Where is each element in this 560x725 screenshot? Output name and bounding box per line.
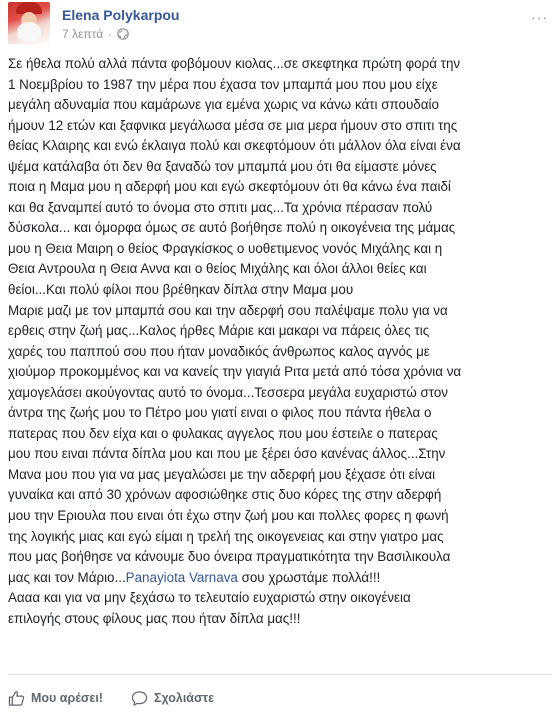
post-text-segment: χαμογελάσει ακούγοντας αυτό το όνομα...Τεσσερα μεγάλα ευχαριστώ στον [8,384,448,400]
post-text-line [8,218,556,239]
post-text-line [8,259,556,280]
separator-dot: · [108,27,113,41]
post-text-segment: μου την Εριουλα που ειναι ότι έχω στην ζωή μου και πολλες φορες η φωνή [8,508,449,524]
post-text-line [8,609,556,630]
post-text-line [8,465,556,486]
post-text-line [8,157,556,178]
post-text-segment: μας και τον Μάριο... [8,569,126,585]
thumbs-up-icon [8,690,25,707]
post-text-line [8,527,556,548]
like-button[interactable] [8,690,103,707]
post-actions [8,680,242,716]
post-text-segment: χιούμορ προκομμένος και να κανείς την γιαγιά Ριτα μετά από τόσα χρόνια να [8,364,462,380]
post-text-line [8,547,556,568]
post-text-line [8,383,556,404]
post-text-segment: πατερας που δεν είχα και ο φυλακας αγγελος που μου έστειλε ο πατερας [8,425,438,441]
post-text-line [8,95,556,116]
post-text-segment: Σε ήθελα πολύ αλλά πάντα φοβόμουν κιολας...σε σκεφτηκα πρώτη φορά την [8,56,461,71]
post-text-line [8,136,556,157]
post-text-segment: που μας βοήθησε να κάνουμε δυο όνειρα πραγματικότητα την Βασιλικουλα [8,549,451,565]
post-text-line [8,588,556,609]
post-text-line [8,116,556,137]
post-text-segment: 1 Νοεμβρίου το 1987 την μέρα που έχασα τον μπαμπά μου που μου είχε [8,76,438,92]
comment-label: Σχολιάστε [153,691,215,705]
post-text-segment: χαρές του παππού σου που ήταν μοναδικός άνθρωπος καλος αγνός με [8,343,430,359]
post-text-segment: θείοι...Και πολύ φίλοι που βρέθηκαν δίπλα στην Μαμα μου [8,282,354,298]
post-text-segment: της λογικής μιας και εγώ είμαι η τρελή της οικογενειας και στην γιατρο μας [8,528,444,544]
tagged-user-link[interactable]: Panayiota Varnava [125,569,238,585]
post-text-segment: επιλογής στους φίλους μας που ήταν δίπλα μας!!! [8,610,301,626]
author-avatar[interactable] [8,2,50,44]
post-text-segment: Θεια Αντρουλα η Θεια Αννα και ο θείος Μιχάλης και όλοι άλλοι θείες και [8,261,427,277]
post-text-line [8,485,556,506]
timestamp-row [62,27,179,41]
post-text-segment: και θα ξαναμπεί αυτό το όνομα στο σπιτι μας...Τα χρόνια πέρασαν πολύ [8,199,433,215]
post-text-line [8,177,556,198]
post-text-segment: ερθεις στην ζωή μας...Καλος ήρθες Μάριε και μακαρι να πάρεις όλες τις [8,323,430,339]
author-name[interactable]: Elena Polykarpou [62,7,180,23]
post-text-segment: Αααα και για να μην ξεχάσω το τελευταίο ευχαριστώ στην οικογένεια [8,590,411,606]
actions-divider [8,674,552,675]
post-text-line [8,424,556,445]
post-text-segment: ψέμα κατάλαβα ότι δεν θα ξαναδώ τον μπαμπά μου ότι θα είμαστε μόνες [8,158,437,174]
post-text-line [8,301,556,322]
post-text-line [8,444,556,465]
post-body [8,54,556,629]
more-options-icon[interactable]: ··· [531,9,548,25]
post-text-line [8,362,556,383]
post-text-segment: Μαριε μαζι με τον μπαμπά σου και την αδερφή σου παλέψαμε πολυ για να [8,302,448,318]
post-timestamp[interactable]: 7 λεπτά [62,27,104,41]
speech-bubble-icon [131,690,148,707]
like-label: Μου αρέσει! [31,691,103,705]
post-text-line [8,280,556,301]
post-text-line [8,321,556,342]
post-text-segment: σου χρωστάμε πολλά!!! [237,569,381,585]
post-text-line [8,239,556,260]
post-text-line [8,75,556,96]
comment-button[interactable] [131,690,214,707]
post-text-segment: άντρα της ζωής μου το Πέτρο μου γιατί ειναι ο φιλος που πάντα ήθελα ο [8,405,432,421]
post-text-line [8,342,556,363]
post-text-line [8,403,556,424]
avatar-beard [17,22,41,42]
post-text-line [8,54,556,75]
post-meta [62,7,179,41]
post-text-segment: ποια η Μαμα μου η αδερφή μου και εγώ σκεφτόμουν ότι θα κάνω ένα παιδί [8,179,451,195]
post-text-segment: δύσκολα... και όμορφα όμως σε αυτό βοήθησε πολύ η οικογένεια της μάμας [8,220,456,236]
post-text-segment: γυναίκα και από 30 χρόνων αφοσιώθηκε στις δυο κόρες της στην αδερφή [8,487,442,503]
post-text-segment: μου η Θεια Μαιρη ο θείος Φραγκίσκος ο υοθετιμενος νονός Μιχάλης και η [8,240,443,256]
post-text-segment: μου που ειναι πάντα δίπλα μου και που με ξέρει όσο κανένας άλλος...Στην [8,446,446,462]
globe-icon [117,28,129,40]
post-text-line [8,506,556,527]
post-text-segment: ήμουν 12 ετών και ξαφνικα μεγάλωσα μέσα σε μια μερα ήμουν στο σπιτι της [8,117,458,133]
post-text-line [8,198,556,219]
post-text-line [8,568,556,589]
post-header [8,2,179,46]
post-text-segment: μεγάλη αδυναμία που καμάρωνε για εμένα χωρις να κάνω κάτι σπουδαίο [8,97,439,113]
post-text-segment: Μανα μου που για να μας μεγαλώσει με την αδερφή μου ξέχασε ότι είναι [8,466,436,482]
post-text-segment: θείας Κλαιρης και ενώ έκλαιγα πολύ και σκεφτόμουν ότι μάλλον όλα είναι ένα [8,138,461,154]
